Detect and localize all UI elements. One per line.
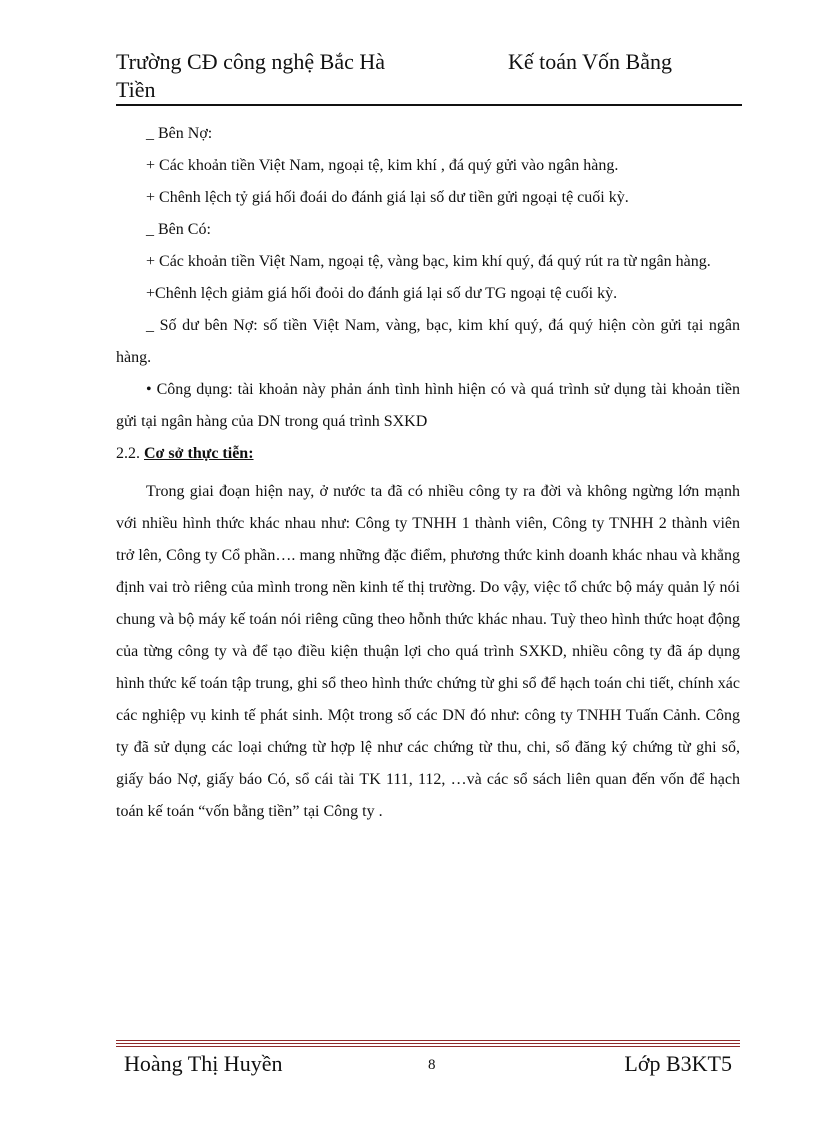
header-subject: Kế toán Vốn Bằng: [508, 49, 672, 74]
footer-divider: [116, 1040, 740, 1041]
header-school-line1: Trường CĐ công nghệ Bắc Hà: [116, 49, 385, 74]
document-body: [116, 118, 740, 828]
page-number: 8: [428, 1057, 436, 1073]
footer-author: Hoàng Thị Huyền: [124, 1051, 283, 1076]
header-school-name: [116, 48, 446, 104]
section-title: Cơ sở thực tiễn:: [144, 445, 254, 462]
footer-class: Lớp B3KT5: [624, 1051, 732, 1076]
header-divider: [116, 104, 742, 106]
paragraph-so-du: _ Số dư bên Nợ: số tiền Việt Nam, vàng, bạc, kim khí quý, đá quý hiện còn gửi tại ngân hàng.: [116, 317, 740, 366]
header-school-line2: Tiền: [116, 77, 156, 102]
paragraph-ben-co-item-2: +Chênh lệch giảm giá hối đoỏi do đánh giá lại số dư TG ngoại tệ cuối kỳ.: [146, 285, 618, 302]
section-number: 2.2.: [116, 445, 140, 462]
paragraph-cong-dung: • Công dụng: tài khoản này phản ánh tình hình hiện có và quá trình sử dụng tài khoản tiền gửi tại ngân hàng của DN trong quá trình SXKD: [116, 381, 740, 430]
paragraph-ben-no-item-2: + Chênh lệch tỷ giá hối đoái do đánh giá lại số dư tiền gửi ngoại tệ cuối kỳ.: [146, 189, 629, 206]
paragraph-co-so-thuc-tien: Trong giai đoạn hiện nay, ở nước ta đã có nhiều công ty ra đời và không ngừng lớn mạnh với nhiều hình thức khác nhau như: Công ty TNHH 1 thành viên, Công ty TNHH 2 thành viên trở lên, Công ty Cổ phần…. mang những đặc điểm, phương thức kinh doanh khác nhau và khẳng định vai trò riêng của mình trong nền kinh tế thị trường. Do vậy, việc tổ chức bộ máy quản lý nói chung và bộ máy kế toán nói riêng cũng theo hỗnh thức khác nhau. Tuỳ theo hình thức hoạt động của từng công ty và để tạo điều kiện thuận lợi cho quá trình SXKD, nhiều công ty đã áp dụng hình thức kế toán tập trung, ghi sổ theo hình thức chứng từ ghi sổ để hạch toán chi tiết, chính xác các nghiệp vụ kinh tế phát sinh. Một trong số các DN đó như: công ty TNHH Tuấn Cảnh. Công ty đã sử dụng các loại chứng từ hợp lệ như các chứng từ thu, chi, sổ đăng ký chứng từ ghi sổ, giấy báo Nợ, giấy báo Có, sổ cái tài TK 111, 112, …và các sổ sách liên quan đến vốn để hạch toán kế toán “vốn bằng tiền” tại Công ty .: [116, 483, 740, 820]
footer-divider: [116, 1043, 740, 1044]
paragraph-ben-no: _ Bên Nợ:: [146, 125, 213, 142]
footer-divider: [116, 1046, 740, 1047]
paragraph-ben-co: _ Bên Có:: [146, 221, 211, 238]
paragraph-ben-no-item-1: + Các khoản tiền Việt Nam, ngoại tệ, kim khí , đá quý gửi vào ngân hàng.: [146, 157, 619, 174]
section-heading: [116, 438, 740, 470]
paragraph-ben-co-item-1: + Các khoản tiền Việt Nam, ngoại tệ, vàng bạc, kim khí quý, đá quý rút ra từ ngân hàng.: [146, 253, 711, 270]
